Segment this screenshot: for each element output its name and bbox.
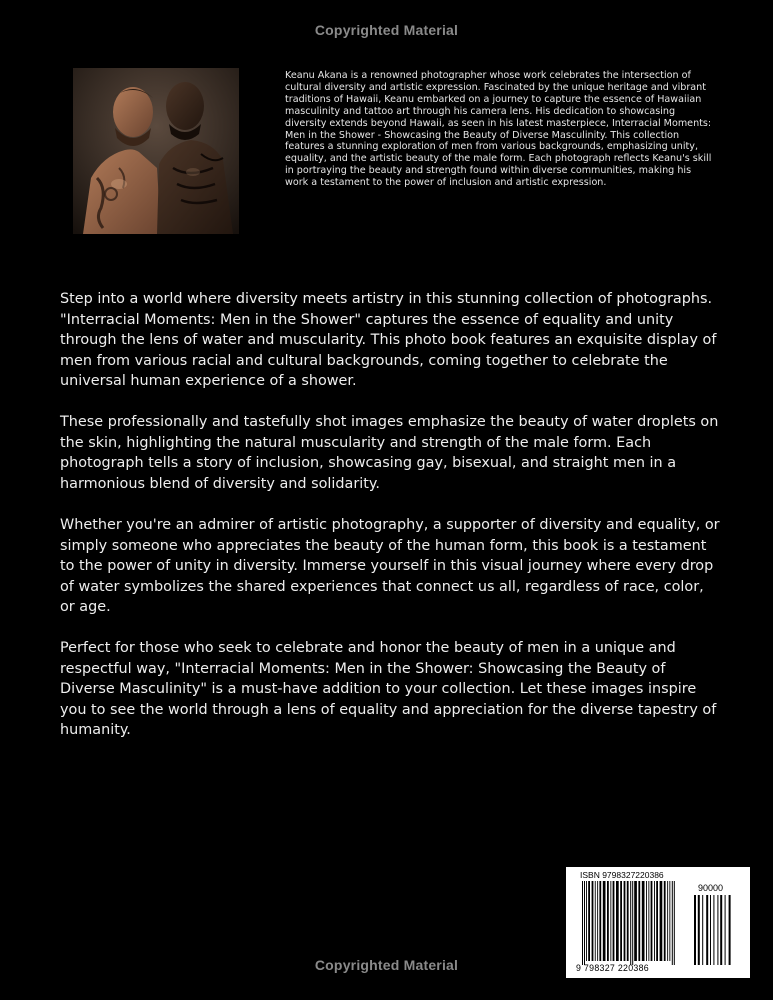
barcode-bar [638,881,640,961]
barcode-bar [582,881,583,965]
copyright-watermark-top: Copyrighted Material [314,22,459,38]
barcode-bar [672,881,673,965]
barcode-bar [717,895,718,965]
barcode-bar [710,895,711,965]
description-paragraph-2: These professionally and tastefully shot images emphasize the beauty of water droplets on the skin, highlighting the natural muscularity and strength of the male form. Each photograph tells a story of inclusion, showcasing gay, bisexual, and straight men in a harmonious blend of diversity and solidarity. [60,414,719,492]
barcode-bar [725,895,726,965]
barcode-digits: 9 798327 220386 [576,963,649,973]
barcode-bar [654,881,655,961]
barcode-bar [706,895,708,965]
price-code: 90000 [698,883,724,893]
barcode-bar [660,881,663,961]
barcode-bar [698,895,700,965]
barcode-bar [674,881,675,965]
barcode-bar [627,881,629,961]
barcode-bar [624,881,626,961]
barcode-bar [667,881,668,961]
author-photo [73,68,239,234]
barcode-bar [607,881,609,961]
barcode-bar [646,881,647,961]
barcode-bar [720,895,722,965]
barcode-bar [597,881,598,961]
barcode-bar [694,895,696,965]
barcode-bar [729,895,731,965]
barcode-bar [632,881,633,965]
barcode-bar [648,881,649,961]
barcode-bar [664,881,666,961]
barcode-bar [651,881,653,961]
barcode-bar [642,881,645,961]
isbn-label: ISBN 9798327220386 [580,870,664,880]
author-bio: Keanu Akana is a renowned photographer whose work celebrates the intersection of cultural diversity and artistic expression. Fascinated by the unique heritage and vibrant traditions of Hawaii, Keanu embarked on a journey to capture the essence of Hawaiian masculinity and tattoo art through his camera lens. His dedication to showcasing diversity extends beyond Hawaii, as seen in his latest masterpiece, Interracial Moments: Men in the Shower - Showcasing the Beauty of Diverse Masculinity. This collection features a stunning exploration of men from various backgrounds, emphasizing unity, equality, and the artistic beauty of the male form. Each photograph reflects Keanu's skill in portraying the beauty and strength found within diverse communities, making his work a testament to the power of inclusion and artistic expression. [285,70,712,189]
barcode-bar [595,881,596,961]
description-paragraph-3: Whether you're an admirer of artistic photography, a supporter of diversity and equality, or simply someone who appreciates the beauty of the human form, this book is a testament to the power of unity in diversity. Immerse yourself in this visual journey where every drop of water symbolizes the shared experiences that connect us all, regardless of race, color, or age. [60,517,720,616]
barcode-bar [656,881,658,961]
barcode-bar [630,881,631,965]
barcode-bar [584,881,585,965]
barcode-bar [620,881,622,961]
barcode-bar [610,881,611,961]
barcode-bar [603,881,606,961]
barcode-bar [702,895,703,965]
barcode-bar [588,881,590,961]
barcode-bar [586,881,587,961]
barcode-bar [713,895,714,965]
copyright-watermark-bottom: Copyrighted Material [314,957,459,973]
barcode-bar [616,881,619,961]
barcode-bar [599,881,601,961]
description-paragraph-4: Perfect for those who seek to celebrate and honor the beauty of men in a unique and respectful way, "Interracial Moments: Men in the Shower: Showcasing the Beauty of Diverse Masculinity" is a must-have addition to your collection. Let these images inspire you to see the world through a lens of equality and appreciation for the diverse tapestry of humanity. [60,640,717,739]
description-paragraph-1: Step into a world where diversity meets artistry in this stunning collection of photographs. "Interracial Moments: Men in the Shower" captures the essence of equality and unity through the lens of water and muscularity. This photo book features an exquisite display of men from various racial and cultural backgrounds, coming together to celebrate the universal human experience of a shower. [60,291,717,390]
author-photo-image [73,68,239,234]
barcode-bar [592,881,594,961]
barcode-bar [613,881,615,961]
barcode-bar [634,881,637,961]
barcode-bar [669,881,670,961]
